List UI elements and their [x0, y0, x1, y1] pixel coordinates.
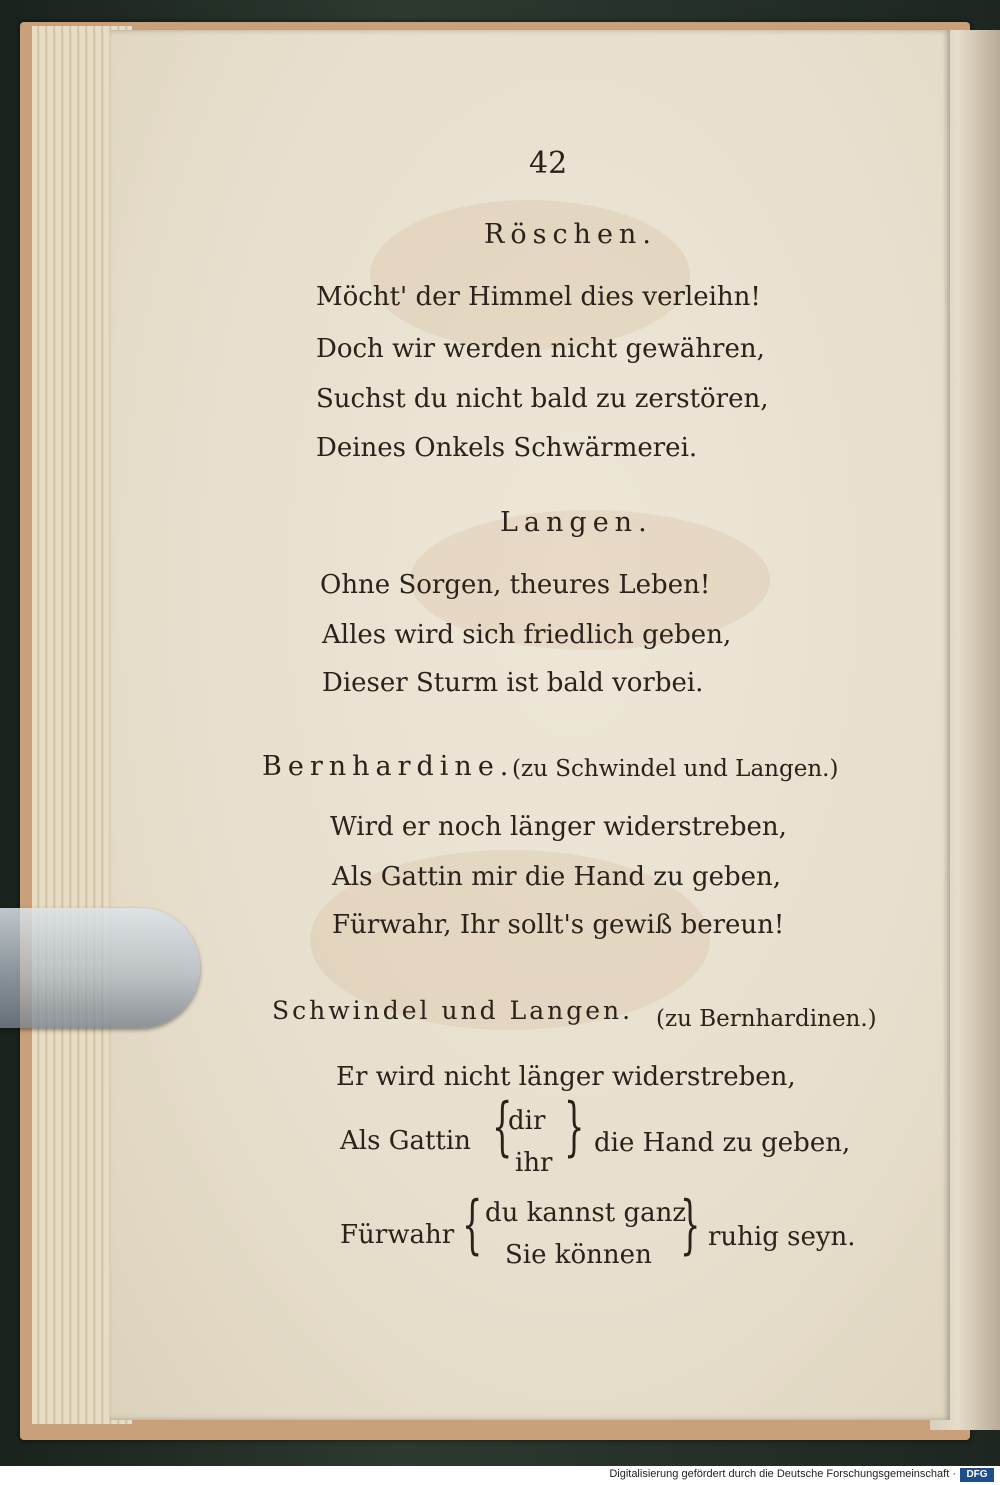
- speaker-langen: Langen.: [500, 507, 653, 538]
- left-brace: {: [462, 1188, 483, 1262]
- page-clip: [0, 908, 200, 1028]
- verse-line: Möcht' der Himmel dies verleihn!: [316, 282, 761, 312]
- dfg-logo: DFG: [960, 1468, 994, 1482]
- verse-line: Deines Onkels Schwärmerei.: [316, 433, 698, 463]
- brace-line-lead: Fürwahr: [340, 1220, 455, 1250]
- brace-option: Sie können: [505, 1240, 652, 1270]
- brace-option: ihr: [515, 1148, 553, 1178]
- brace-line-tail: die Hand zu geben,: [594, 1128, 851, 1158]
- stage-direction: (zu Schwindel und Langen.): [512, 756, 839, 782]
- speaker-schwindel-und-langen: Schwindel und Langen.: [272, 996, 634, 1025]
- verse-line: Ohne Sorgen, theures Leben!: [320, 570, 711, 600]
- page-number: 42: [529, 146, 568, 181]
- right-brace: }: [564, 1090, 585, 1164]
- right-brace: }: [680, 1188, 701, 1262]
- verse-line: Doch wir werden nicht gewähren,: [316, 334, 765, 364]
- brace-option: dir: [508, 1106, 546, 1136]
- verse-line: Er wird nicht länger widerstreben,: [336, 1062, 796, 1092]
- verse-line: Dieser Sturm ist bald vorbei.: [322, 668, 704, 698]
- verse-line: Suchst du nicht bald zu zerstören,: [316, 384, 769, 414]
- brace-option: du kannst ganz: [485, 1198, 687, 1228]
- verse-line: Als Gattin mir die Hand zu geben,: [332, 862, 782, 892]
- speaker-bernhardine: Bernhardine.: [262, 751, 515, 782]
- left-brace: {: [492, 1090, 513, 1164]
- speaker-roeschen: Röschen.: [484, 219, 657, 250]
- brace-line-tail: ruhig seyn.: [708, 1222, 856, 1252]
- funding-credit: Digitalisierung gefördert durch die Deutsche Forschungsgemeinschaft ·: [609, 1468, 956, 1480]
- footer-bar: [0, 1466, 1000, 1485]
- verse-line: Wird er noch länger widerstreben,: [330, 812, 787, 842]
- verse-line: Fürwahr, Ihr sollt's gewiß bereun!: [332, 910, 785, 940]
- brace-line-lead: Als Gattin: [340, 1126, 471, 1156]
- stage-direction: (zu Bernhardinen.): [656, 1006, 877, 1032]
- verse-line: Alles wird sich friedlich geben,: [322, 620, 732, 650]
